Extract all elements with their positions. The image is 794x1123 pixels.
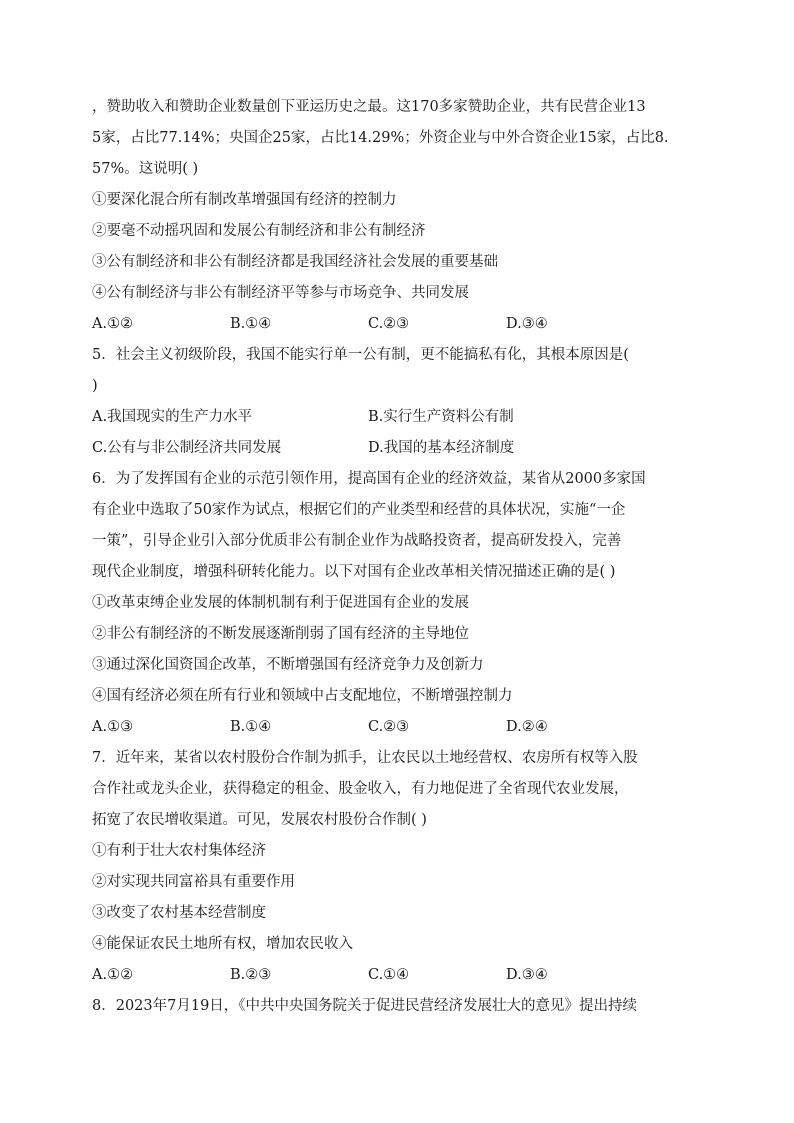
question-4-option-a: A.①② [92, 316, 134, 332]
question-5-options-row-1 [92, 402, 712, 433]
question-7-stem-line-3: 拓宽了农民增收渠道。可见，发展农村股份合作制( ) [92, 812, 427, 828]
question-6-option-a: A.①③ [92, 719, 134, 735]
question-4-stem-line-3: 57%。这说明( ) [92, 161, 199, 177]
question-6 [92, 464, 712, 743]
question-4-stem-line-2: 5家，占比77.14%；央国企25家，占比14.29%；外资企业与中外合资企业15家，占比8. [92, 130, 669, 146]
question-7-option-a: A.①② [92, 967, 134, 983]
question-4-item-1: ①要深化混合所有制改革增强国有经济的控制力 [92, 192, 397, 208]
question-5-stem-line-2: ) [92, 378, 98, 394]
question-5-stem-line-1: 5．社会主义初级阶段，我国不能实行单一公有制，更不能搞私有化，其根本原因是( [92, 347, 629, 363]
question-4-option-b: B.①④ [230, 316, 272, 332]
page-content [92, 92, 712, 1022]
question-4-item-2: ②要毫不动摇巩固和发展公有制经济和非公有制经济 [92, 223, 426, 239]
question-7-option-b: B.②③ [230, 967, 272, 983]
question-6-options [92, 712, 712, 743]
question-6-stem-line-2: 有企业中选取了50家作为试点，根据它们的产业类型和经营的具体状况，实施“一企 [92, 502, 626, 518]
question-6-option-d: D.②④ [506, 719, 548, 735]
question-7-stem-line-1: 7．近年来，某省以农村股份合作制为抓手，让农民以土地经营权、农房所有权等入股 [92, 750, 638, 766]
question-6-item-1: ①改革束缚企业发展的体制机制有利于促进国有企业的发展 [92, 595, 469, 611]
question-6-option-b: B.①④ [230, 719, 272, 735]
question-5-option-c: C.公有与非公制经济共同发展 [92, 440, 282, 456]
question-6-item-3: ③通过深化国资国企改革，不断增强国有经济竞争力及创新力 [92, 657, 484, 673]
question-5-options-row-2 [92, 433, 712, 464]
question-8-stem-line-1: 8．2023年7月19日，《中共中央国务院关于促进民营经济发展壮大的意见》提出持续 [92, 998, 638, 1014]
question-6-option-c: C.②③ [368, 719, 410, 735]
question-7-options [92, 960, 712, 991]
question-8 [92, 991, 712, 1022]
question-5 [92, 340, 712, 464]
question-6-stem-line-3: 一策”，引导企业引入部分优质非公有制企业作为战略投资者，提高研发投入，完善 [92, 533, 622, 549]
question-5-option-b: B.实行生产资料公有制 [368, 409, 514, 425]
question-4-stem-line-1: ，赞助收入和赞助企业数量创下亚运历史之最。这170多家赞助企业，共有民营企业13 [92, 99, 646, 115]
question-4-option-c: C.②③ [368, 316, 410, 332]
question-4 [92, 92, 712, 340]
question-4-item-4: ④公有制经济与非公有制经济平等参与市场竞争、共同发展 [92, 285, 469, 301]
question-7-item-2: ②对实现共同富裕具有重要作用 [92, 874, 295, 890]
question-6-item-4: ④国有经济必须在所有行业和领域中占支配地位，不断增强控制力 [92, 688, 513, 704]
question-4-item-3: ③公有制经济和非公有制经济都是我国经济社会发展的重要基础 [92, 254, 498, 270]
question-7-item-3: ③改变了农村基本经营制度 [92, 905, 266, 921]
question-7-item-4: ④能保证农民土地所有权，增加农民收入 [92, 936, 353, 952]
question-7 [92, 743, 712, 991]
question-4-option-d: D.③④ [506, 316, 548, 332]
question-7-option-c: C.①④ [368, 967, 410, 983]
question-7-item-1: ①有利于壮大农村集体经济 [92, 843, 266, 859]
question-4-options [92, 309, 712, 340]
question-7-option-d: D.③④ [506, 967, 548, 983]
question-6-item-2: ②非公有制经济的不断发展逐渐削弱了国有经济的主导地位 [92, 626, 469, 642]
question-6-stem-line-4: 现代企业制度，增强科研转化能力。以下对国有企业改革相关情况描述正确的是( ) [92, 564, 616, 580]
question-7-stem-line-2: 合作社或龙头企业，获得稳定的租金、股金收入，有力地促进了全省现代农业发展， [92, 781, 629, 797]
question-5-option-d: D.我国的基本经济制度 [368, 440, 515, 456]
question-6-stem-line-1: 6．为了发挥国有企业的示范引领作用，提高国有企业的经济效益，某省从2000多家国 [92, 471, 646, 487]
question-5-option-a: A.我国现实的生产力水平 [92, 409, 253, 425]
